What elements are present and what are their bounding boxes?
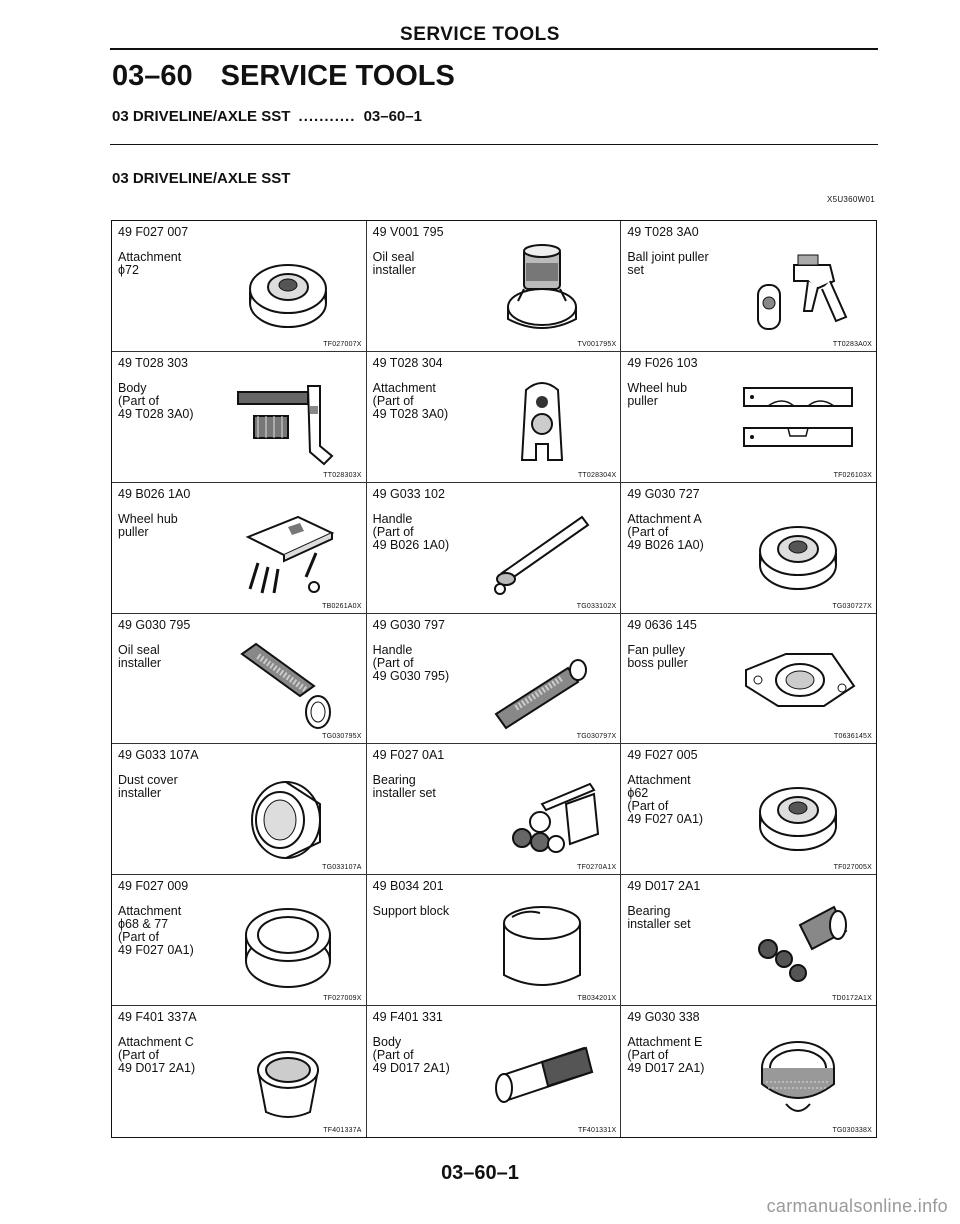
figure-code: TF027005X	[833, 864, 872, 872]
tool-part-number: 49 T028 304	[372, 355, 443, 370]
figure-code: TT0283A0X	[832, 340, 872, 348]
tool-cell	[112, 221, 367, 352]
toc-rule	[110, 144, 878, 145]
tool-cell	[367, 875, 622, 1006]
knurled-attachment-icon	[738, 1026, 858, 1122]
figure-code: TD0172A1X	[832, 995, 872, 1003]
tool-cell	[621, 221, 876, 352]
wheel-hub-puller-plate-icon	[738, 372, 858, 468]
figure-code: TG030727X	[832, 602, 872, 610]
toc-entry[interactable]	[112, 108, 422, 125]
dust-cover-installer-icon	[228, 764, 348, 860]
tool-part-number: 49 T028 3A0	[627, 225, 699, 239]
tool-part-number: 49 G033 102	[372, 486, 445, 501]
tool-cell	[112, 1006, 367, 1137]
tool-part-number: 49 F027 0A1	[372, 748, 445, 763]
page-header-title: SERVICE TOOLS	[400, 24, 560, 45]
tool-part-number: 49 T028 303	[118, 355, 188, 370]
tool-cell	[367, 221, 622, 352]
tool-description: Body (Part of 49 D017 2A1)	[372, 1035, 450, 1076]
watermark: carmanualsonline.info	[766, 1196, 948, 1216]
tool-table	[111, 220, 877, 1138]
figure-code: TF0270A1X	[577, 864, 617, 872]
tool-cell	[367, 614, 622, 745]
cup-attachment-icon	[228, 1026, 348, 1122]
toc-label: 03 DRIVELINE/AXLE SST	[112, 108, 291, 125]
attachment-icon	[738, 503, 858, 599]
tool-description: Bearing installer set	[372, 773, 436, 801]
figure-code: TB0261A0X	[322, 602, 362, 610]
attachment-icon	[738, 764, 858, 860]
toc-page: 03–60–1	[363, 108, 422, 125]
tool-part-number: 49 F401 337A	[118, 1010, 197, 1025]
tool-cell	[621, 1006, 876, 1137]
tool-description: Handle (Part of 49 G030 795)	[372, 642, 450, 683]
figure-code: TF401331X	[577, 1127, 617, 1134]
tool-cell	[621, 614, 876, 745]
figure-code: TV001795X	[577, 340, 617, 348]
tool-description: Handle (Part of 49 B026 1A0)	[372, 511, 450, 552]
tool-cell	[621, 352, 876, 483]
figure-code: TT028303X	[323, 471, 362, 479]
tool-description: Attachment E (Part of 49 D017 2A1)	[627, 1035, 705, 1076]
tube-body-icon	[482, 1026, 602, 1122]
tool-description: Wheel hub puller	[627, 380, 688, 408]
tool-cell	[621, 483, 876, 614]
page-number: 03–60–1	[441, 1162, 519, 1184]
tool-part-number: 49 G030 797	[372, 617, 445, 632]
puller-body-icon	[228, 372, 348, 468]
knurled-installer-icon	[228, 634, 348, 730]
tool-description: Attachment (Part of 49 T028 3A0)	[372, 380, 449, 421]
tool-description: Oil seal installer	[118, 642, 162, 670]
ball-joint-puller-icon	[738, 241, 858, 337]
tool-description: Body (Part of 49 T028 3A0)	[118, 380, 194, 421]
figure-code: TT028304X	[577, 471, 617, 479]
tool-part-number: 49 F401 331	[372, 1010, 443, 1025]
tool-cell	[621, 875, 876, 1006]
tool-description: Attachment ϕ68 & 77 (Part of 49 F027 0A1)	[118, 904, 194, 958]
tool-description: Fan pulley boss puller	[627, 642, 688, 670]
tool-part-number: 49 F027 007	[118, 225, 189, 239]
tool-part-number: 49 F026 103	[627, 355, 698, 370]
tool-description: Bearing installer set	[627, 904, 691, 932]
figure-code: TG030338X	[832, 1127, 872, 1134]
figure-code: TF026103X	[833, 471, 872, 479]
tool-part-number: 49 G033 107A	[118, 748, 199, 763]
tool-cell	[367, 352, 622, 483]
attachment-icon	[228, 241, 348, 337]
figure-code: TF401337A	[323, 1127, 362, 1134]
bearing-installer-set-icon	[482, 764, 602, 860]
section-title	[112, 60, 455, 93]
large-attachment-icon	[228, 895, 348, 991]
support-block-icon	[482, 895, 602, 991]
toc-leader: ...........	[298, 108, 356, 125]
wheel-hub-puller-set-icon	[228, 503, 348, 599]
fan-pulley-puller-icon	[738, 634, 858, 730]
tool-part-number: 49 0636 145	[627, 617, 697, 632]
subsection-title: 03 DRIVELINE/AXLE SST	[112, 170, 291, 187]
tool-cell	[621, 744, 876, 875]
tool-description: Attachment A (Part of 49 B026 1A0)	[627, 511, 704, 552]
figure-code: TG033102X	[576, 602, 617, 610]
figure-code: TB034201X	[577, 995, 617, 1003]
tool-cell	[112, 614, 367, 745]
figure-code: TG030797X	[576, 733, 617, 741]
figure-code: TF027007X	[323, 340, 362, 348]
tool-part-number: 49 G030 338	[627, 1010, 700, 1025]
tool-description: Support block	[372, 904, 450, 919]
section-name: SERVICE TOOLS	[220, 60, 455, 92]
tool-part-number: 49 D017 2A1	[627, 879, 701, 894]
header-rule	[110, 48, 878, 50]
tool-cell	[112, 744, 367, 875]
tool-cell	[112, 875, 367, 1006]
figure-code: TF027009X	[323, 995, 362, 1003]
oil-seal-installer-icon	[482, 241, 602, 337]
tool-description: Dust cover installer	[118, 773, 178, 801]
tool-cell	[112, 483, 367, 614]
knurled-handle-icon	[482, 634, 602, 730]
tool-part-number: 49 F027 009	[118, 879, 189, 894]
section-number: 03–60	[112, 60, 193, 92]
tool-description: Attachment ϕ62 (Part of 49 F027 0A1)	[627, 773, 704, 827]
tool-part-number: 49 B034 201	[372, 879, 444, 894]
document-code: X5U360W01	[826, 195, 875, 204]
tool-part-number: 49 B026 1A0	[118, 486, 191, 501]
handle-icon	[482, 503, 602, 599]
tool-part-number: 49 F027 005	[627, 748, 698, 763]
tool-part-number: 49 G030 727	[627, 486, 700, 501]
bearing-installer-parts-icon	[738, 895, 858, 991]
tool-part-number: 49 V001 795	[372, 225, 444, 239]
tool-cell	[367, 483, 622, 614]
figure-code: TG030795X	[322, 733, 362, 741]
figure-code: TG033107A	[322, 864, 362, 872]
tool-description: Attachment C (Part of 49 D017 2A1)	[118, 1035, 196, 1076]
tool-description: Oil seal installer	[372, 250, 416, 277]
tool-description: Wheel hub puller	[118, 511, 178, 539]
tool-part-number: 49 G030 795	[118, 617, 191, 632]
figure-code: T0636145X	[834, 733, 872, 741]
yoke-attachment-icon	[482, 372, 602, 468]
tool-cell	[367, 744, 622, 875]
tool-cell	[112, 352, 367, 483]
tool-cell	[367, 1006, 622, 1137]
tool-description: Ball joint puller set	[627, 250, 709, 277]
tool-description: Attachment ϕ72	[118, 250, 182, 277]
